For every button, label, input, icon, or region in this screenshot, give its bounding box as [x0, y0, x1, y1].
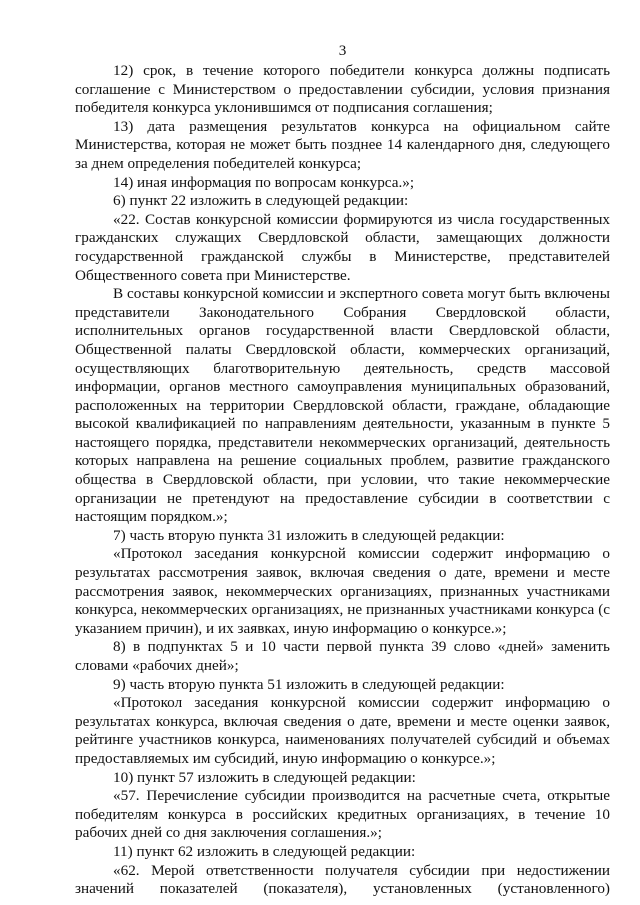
paragraph-clause-51-text: «Протокол заседания конкурсной комиссии содержит информацию о результатах конкурса, включая сведения о дате, времени и месте оценки заявок, рейтинге участников конкурса, наименованиях получателей субсидий и объемах предоставляемых им субсидий, иную информацию о конкурсе.»;	[75, 694, 610, 767]
paragraph-amendment-7: 7) часть вторую пункта 31 изложить в следующей редакции:	[113, 526, 505, 544]
paragraph-item-13: 13) дата размещения результатов конкурса на официальном сайте Министерства, которая не может быть позднее 14 календарного дня, следующего за днем определения победителей конкурса;	[75, 117, 610, 172]
paragraph-clause-22: «22. Состав конкурсной комиссии формируются из числа государственных гражданских служащих Свердловской области, замещающих должности государственной гражданской службы в Министерстве, представителей Общественного совета при Министерстве.	[75, 210, 610, 284]
paragraph-clause-62-text: «62. Мерой ответственности получателя субсидии при недостижении значений показателей (показателя), установленных (установленного)	[75, 861, 610, 898]
paragraph-amendment-10: 10) пункт 57 изложить в следующей редакции:	[113, 768, 416, 786]
paragraph-item-14: 14) иная информация по вопросам конкурса.»;	[113, 173, 415, 191]
paragraph-clause-22-part-2: В составы конкурсной комиссии и экспертного совета могут быть включены представители Законодательного Собрания Свердловской области, исполнительных органов государственной власти Свердловской области, Общественной палаты Свердловской области, коммерческих организаций, осуществляющих благотворительную деятельность, средств массовой информации, органов местного самоуправления муниципальных образований, расположенных на территории Свердловской области, граждане, обладающие высокой квалификацией по направлениям деятельности, указанным в пункте 5 настоящего порядка, представители некоммерческих организаций, деятельность которых направлена на решение социальных проблем, развитие гражданского общества в Свердловской области, при условии, что такие некоммерческие организации не претендуют на предоставление субсидии в соответствии с настоящим порядком.»;	[75, 285, 610, 526]
page-number: 3	[338, 42, 347, 59]
document-page	[75, 42, 610, 899]
paragraph-amendment-11: 11) пункт 62 изложить в следующей редакции:	[113, 842, 416, 860]
paragraph-clause-57-text: «57. Перечисление субсидии производится на расчетные счета, открытые победителям конкурса в российских кредитных организациях, в течение 10 рабочих дней со дня заключения соглашения.»;	[75, 787, 610, 842]
paragraph-amendment-9: 9) часть вторую пункта 51 изложить в следующей редакции:	[113, 675, 505, 693]
paragraph-clause-31-text: «Протокол заседания конкурсной комиссии содержит информацию о результатах рассмотрения заявок, включая сведения о дате, времени и месте рассмотрения заявок, некоммерческих организациях, признанных участниками конкурса, некоммерческих организациях, не признанных участниками конкурса (с указанием причин), и их заявках, иную информацию о конкурсе.»;	[75, 545, 610, 637]
paragraph-amendment-6: 6) пункт 22 изложить в следующей редакции:	[113, 192, 409, 210]
paragraph-amendment-8: 8) в подпунктах 5 и 10 части первой пункта 39 слово «дней» заменить словами «рабочих дней»;	[75, 638, 610, 674]
paragraph-item-12: 12) срок, в течение которого победители конкурса должны подписать соглашение с Министерством о предоставлении субсидии, условия признания победителя конкурса уклонившимся от подписания соглашения;	[75, 62, 610, 117]
